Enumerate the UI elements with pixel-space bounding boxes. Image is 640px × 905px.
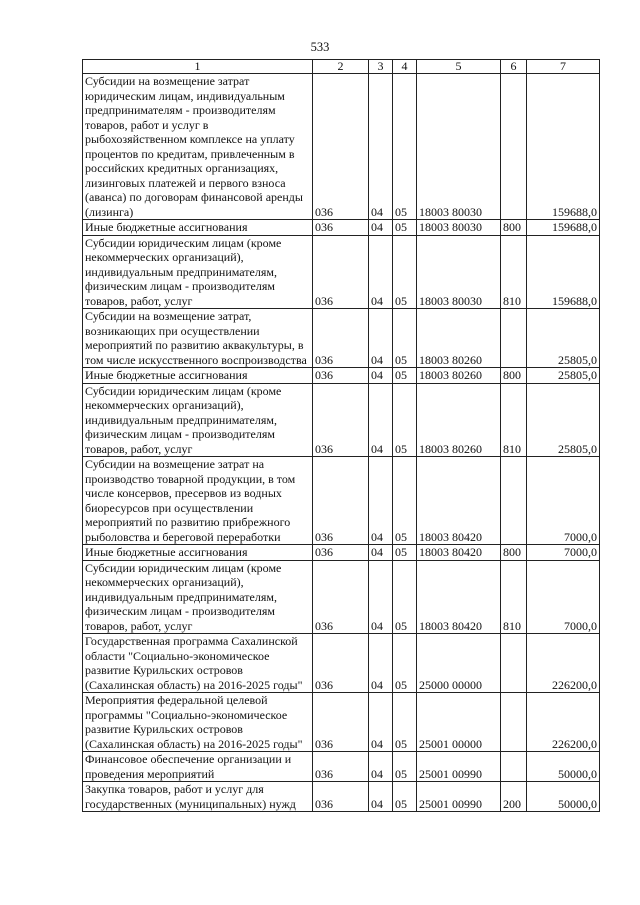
ministry-code-cell: 036 [313,752,369,782]
subsection-code-cell: 05 [393,545,417,561]
subsection-code-cell: 05 [393,220,417,236]
table-row [83,752,600,782]
amount-cell: 25805,0 [527,383,600,457]
ministry-code-cell: 036 [313,693,369,752]
table-row [83,220,600,236]
ministry-code-cell: 036 [313,220,369,236]
subsection-code-cell: 05 [393,368,417,384]
ministry-code-cell: 036 [313,74,369,220]
section-code-cell: 04 [369,545,393,561]
ministry-code-cell: 036 [313,457,369,545]
target-article-cell: 18003 80260 [417,383,501,457]
target-article-cell: 25001 00990 [417,782,501,812]
section-code-cell: 04 [369,782,393,812]
table-row [83,368,600,384]
table-row [83,693,600,752]
target-article-cell: 18003 80260 [417,309,501,368]
ministry-code-cell: 036 [313,309,369,368]
page-number: 533 [310,40,330,54]
expense-type-cell: 800 [501,220,527,236]
subsection-code-cell: 05 [393,634,417,693]
section-code-cell: 04 [369,752,393,782]
amount-cell: 7000,0 [527,560,600,634]
table-row [83,74,600,220]
amount-cell: 25805,0 [527,368,600,384]
target-article-cell: 25001 00990 [417,752,501,782]
ministry-code-cell: 036 [313,235,369,309]
target-article-cell: 18003 80420 [417,560,501,634]
row-name-cell: Субсидии на возмещение затрат на производство товарной продукции, в том числе консервов, пресервов из водных биоресурсов при осуществлении мероприятий по развитию прибрежного рыболовства и береговой переработки [83,457,313,545]
section-code-cell: 04 [369,220,393,236]
row-name-cell: Мероприятия федеральной целевой программы "Социально-экономическое развитие Курильских островов (Сахалинская область) на 2016-2025 годы" [83,693,313,752]
subsection-code-cell: 05 [393,693,417,752]
ministry-code-cell: 036 [313,368,369,384]
amount-cell: 50000,0 [527,782,600,812]
row-name-cell: Субсидии на возмещение затрат, возникающих при осуществлении мероприятий по развитию аквакультуры, в том числе искусственного воспроизводства [83,309,313,368]
section-code-cell: 04 [369,634,393,693]
amount-cell: 25805,0 [527,309,600,368]
column-header: 5 [417,60,501,74]
subsection-code-cell: 05 [393,752,417,782]
subsection-code-cell: 05 [393,457,417,545]
expense-type-cell: 810 [501,383,527,457]
expense-type-cell [501,693,527,752]
row-name-cell: Закупка товаров, работ и услуг для государственных (муниципальных) нужд [83,782,313,812]
section-code-cell: 04 [369,560,393,634]
section-code-cell: 04 [369,368,393,384]
section-code-cell: 04 [369,383,393,457]
expense-type-cell: 810 [501,235,527,309]
amount-cell: 159688,0 [527,220,600,236]
target-article-cell: 18003 80260 [417,368,501,384]
expense-type-cell [501,309,527,368]
subsection-code-cell: 05 [393,560,417,634]
column-header: 4 [393,60,417,74]
target-article-cell: 18003 80420 [417,545,501,561]
table-row [83,634,600,693]
table-row [83,457,600,545]
ministry-code-cell: 036 [313,782,369,812]
row-name-cell: Иные бюджетные ассигнования [83,368,313,384]
ministry-code-cell: 036 [313,634,369,693]
amount-cell: 226200,0 [527,634,600,693]
expense-type-cell: 810 [501,560,527,634]
expense-type-cell: 800 [501,545,527,561]
target-article-cell: 18003 80030 [417,74,501,220]
column-header: 3 [369,60,393,74]
row-name-cell: Финансовое обеспечение организации и проведения мероприятий [83,752,313,782]
amount-cell: 7000,0 [527,545,600,561]
table-row [83,309,600,368]
row-name-cell: Субсидии юридическим лицам (кроме некоммерческих организаций), индивидуальным предпринимателям, физическим лицам - производителям товаров, работ, услуг [83,560,313,634]
ministry-code-cell: 036 [313,383,369,457]
column-header: 1 [83,60,313,74]
target-article-cell: 18003 80420 [417,457,501,545]
column-header: 7 [527,60,600,74]
expense-type-cell [501,74,527,220]
row-name-cell: Субсидии юридическим лицам (кроме некоммерческих организаций), индивидуальным предпринимателям, физическим лицам - производителям товаров, работ, услуг [83,383,313,457]
row-name-cell: Субсидии юридическим лицам (кроме некоммерческих организаций), индивидуальным предпринимателям, физическим лицам - производителям товаров, работ, услуг [83,235,313,309]
table-row [83,782,600,812]
target-article-cell: 25001 00000 [417,693,501,752]
subsection-code-cell: 05 [393,74,417,220]
section-code-cell: 04 [369,235,393,309]
expense-type-cell: 800 [501,368,527,384]
column-header: 2 [313,60,369,74]
table-row [83,383,600,457]
subsection-code-cell: 05 [393,309,417,368]
budget-table [82,59,600,812]
amount-cell: 7000,0 [527,457,600,545]
row-name-cell: Иные бюджетные ассигнования [83,220,313,236]
target-article-cell: 18003 80030 [417,235,501,309]
expense-type-cell: 200 [501,782,527,812]
ministry-code-cell: 036 [313,545,369,561]
ministry-code-cell: 036 [313,560,369,634]
expense-type-cell [501,752,527,782]
section-code-cell: 04 [369,457,393,545]
table-header-row [83,60,600,74]
row-name-cell: Иные бюджетные ассигнования [83,545,313,561]
section-code-cell: 04 [369,74,393,220]
column-header: 6 [501,60,527,74]
amount-cell: 226200,0 [527,693,600,752]
amount-cell: 50000,0 [527,752,600,782]
expense-type-cell [501,457,527,545]
subsection-code-cell: 05 [393,235,417,309]
amount-cell: 159688,0 [527,74,600,220]
amount-cell: 159688,0 [527,235,600,309]
section-code-cell: 04 [369,309,393,368]
subsection-code-cell: 05 [393,782,417,812]
table-row [83,235,600,309]
expense-type-cell [501,634,527,693]
table-row [83,560,600,634]
row-name-cell: Субсидии на возмещение затрат юридическим лицам, индивидуальным предпринимателям - производителям товаров, работ и услуг в рыбохозяйственном комплексе на уплату процентов по кредитам, привлеченным в российских кредитных организациях, лизинговых платежей и первого взноса (аванса) по договорам финансовой аренды (лизинга) [83,74,313,220]
target-article-cell: 25000 00000 [417,634,501,693]
section-code-cell: 04 [369,693,393,752]
subsection-code-cell: 05 [393,383,417,457]
row-name-cell: Государственная программа Сахалинской области "Социально-экономическое развитие Курильских островов (Сахалинская область) на 2016-2025 годы" [83,634,313,693]
table-row [83,545,600,561]
target-article-cell: 18003 80030 [417,220,501,236]
